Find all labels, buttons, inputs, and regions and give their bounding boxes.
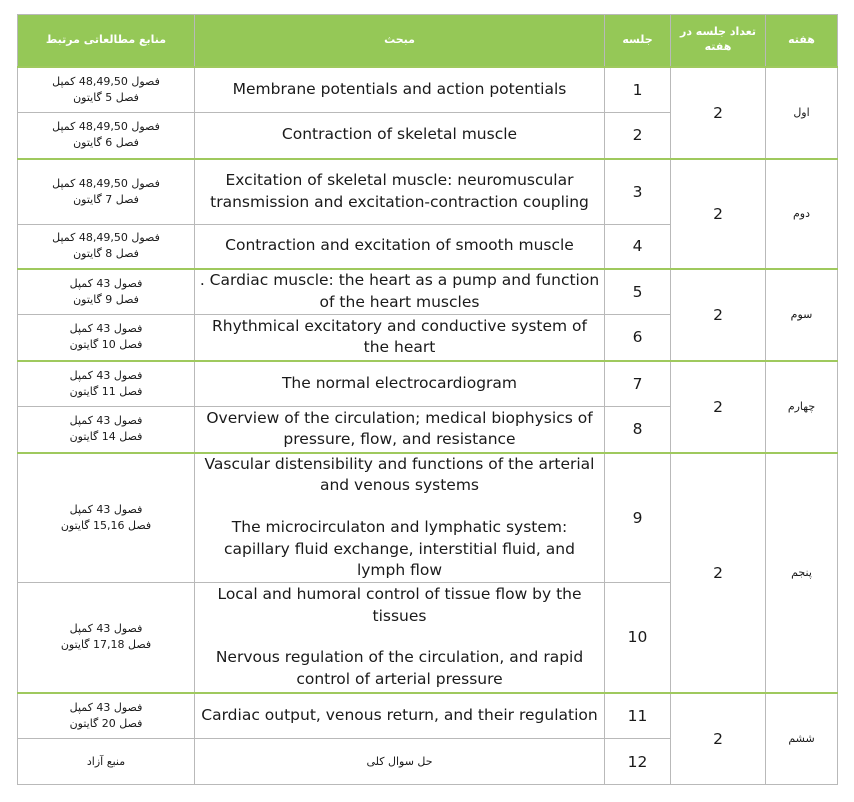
- session-number: 3: [605, 159, 671, 225]
- source-line: فصل 5 گایتون: [73, 90, 139, 104]
- topic-text: The microcirculaton and lymphatic system: capillary fluid exchange, interstitial fluid, and lymph flow: [224, 517, 575, 580]
- week-name: چهارم: [766, 361, 838, 453]
- table-row: [18, 269, 838, 315]
- source-line: منبع آزاد: [86, 754, 126, 768]
- source-line: فصول 43 کمپل: [69, 502, 143, 516]
- session-number: 6: [605, 315, 671, 361]
- topic-text: حل سوال کلی: [366, 754, 433, 768]
- session-number: 11: [605, 693, 671, 739]
- topic-text: Cardiac output, venous return, and their regulation: [201, 705, 598, 724]
- sources-cell: [18, 67, 195, 113]
- topic-text: Contraction and excitation of smooth muscle: [225, 236, 574, 255]
- table-row: [18, 67, 838, 113]
- topic-cell: [195, 453, 605, 583]
- topic-cell: [195, 159, 605, 225]
- topic-cell: [195, 739, 605, 785]
- topic-cell: [195, 269, 605, 315]
- source-line: فصل 8 گایتون: [73, 247, 139, 261]
- session-number: 2: [605, 113, 671, 159]
- session-number: 4: [605, 225, 671, 269]
- source-line: فصول 48,49,50 کمپل: [52, 231, 160, 245]
- source-line: فصول 48,49,50 کمپل: [52, 176, 160, 190]
- source-line: فصول 43 کمپل: [69, 414, 143, 428]
- sources-cell: [18, 693, 195, 739]
- topic-text: Membrane potentials and action potentials: [232, 79, 567, 98]
- topic-text: Overview of the circulation; medical biophysics of pressure, flow, and resistance: [206, 408, 593, 449]
- sources-cell: [18, 225, 195, 269]
- header-topic: مبحث: [195, 15, 605, 67]
- sources-cell: [18, 315, 195, 361]
- week-name: پنجم: [766, 453, 838, 693]
- sources-cell: [18, 361, 195, 407]
- source-line: فصل 11 گایتون: [69, 384, 143, 398]
- sources-cell: [18, 407, 195, 453]
- week-session-count: 2: [671, 67, 766, 159]
- topic-cell: [195, 361, 605, 407]
- week-name: اول: [766, 67, 838, 159]
- sources-cell: [18, 739, 195, 785]
- source-line: فصول 43 کمپل: [69, 700, 143, 714]
- header-row: [18, 15, 838, 67]
- header-sessions-per-week: تعداد جلسه در هفته: [671, 15, 766, 67]
- session-number: 5: [605, 269, 671, 315]
- topic-cell: [195, 315, 605, 361]
- topic-cell: [195, 693, 605, 739]
- week-name: دوم: [766, 159, 838, 269]
- syllabus-table: [17, 14, 838, 785]
- source-line: فصول 43 کمپل: [69, 322, 143, 336]
- sources-cell: [18, 113, 195, 159]
- table-row: [18, 361, 838, 407]
- header-week: هفته: [766, 15, 838, 67]
- source-line: فصل 9 گایتون: [73, 292, 139, 306]
- week-session-count: 2: [671, 453, 766, 693]
- source-line: فصول 43 کمپل: [69, 368, 143, 382]
- topic-text: Local and humoral control of tissue flow by the tissues: [217, 584, 582, 625]
- topic-text: Vascular distensibility and functions of the arterial and venous systems: [204, 454, 595, 495]
- sources-cell: [18, 453, 195, 583]
- week-session-count: 2: [671, 361, 766, 453]
- topic-text: Contraction of skeletal muscle: [281, 125, 518, 144]
- source-line: فصل 7 گایتون: [73, 192, 139, 206]
- topic-cell: [195, 583, 605, 693]
- sources-cell: [18, 159, 195, 225]
- week-session-count: 2: [671, 269, 766, 361]
- source-line: فصل 14 گایتون: [69, 430, 143, 444]
- topic-cell: [195, 225, 605, 269]
- header-sources: منابع مطالعاتی مرتبط: [18, 15, 195, 67]
- topic-cell: [195, 67, 605, 113]
- week-session-count: 2: [671, 693, 766, 785]
- topic-text: . Cardiac muscle: the heart as a pump and function of the heart muscles: [199, 271, 600, 311]
- week-session-count: 2: [671, 159, 766, 269]
- table-row: [18, 453, 838, 583]
- source-line: فصل 20 گایتون: [69, 716, 143, 730]
- sources-cell: [18, 583, 195, 693]
- session-number: 1: [605, 67, 671, 113]
- session-number: 9: [605, 453, 671, 583]
- topic-cell: [195, 113, 605, 159]
- session-number: 7: [605, 361, 671, 407]
- source-line: فصل 17,18 گایتون: [60, 638, 152, 652]
- week-name: سوم: [766, 269, 838, 361]
- source-line: فصول 48,49,50 کمپل: [52, 74, 160, 88]
- source-line: فصول 48,49,50 کمپل: [52, 120, 160, 134]
- header-session: جلسه: [605, 15, 671, 67]
- paragraph-gap: [199, 627, 600, 647]
- topic-text: Nervous regulation of the circulation, and rapid control of arterial pressure: [215, 648, 584, 688]
- topic-text: Excitation of skeletal muscle: neuromuscular transmission and excitation-contraction coupling: [210, 171, 589, 211]
- topic-text: The normal electrocardiogram: [281, 373, 518, 392]
- week-name: ششم: [766, 693, 838, 785]
- topic-text: Rhythmical excitatory and conductive system of the heart: [212, 316, 587, 357]
- session-number: 10: [605, 583, 671, 693]
- table-row: [18, 693, 838, 739]
- source-line: فصل 10 گایتون: [69, 338, 143, 352]
- source-line: فصول 43 کمپل: [69, 622, 143, 636]
- sources-cell: [18, 269, 195, 315]
- session-number: 8: [605, 407, 671, 453]
- topic-cell: [195, 407, 605, 453]
- session-number: 12: [605, 739, 671, 785]
- table-row: [18, 159, 838, 225]
- source-line: فصل 6 گایتون: [73, 136, 139, 150]
- source-line: فصل 15,16 گایتون: [60, 518, 152, 532]
- paragraph-gap: [199, 497, 600, 517]
- source-line: فصول 43 کمپل: [69, 276, 143, 290]
